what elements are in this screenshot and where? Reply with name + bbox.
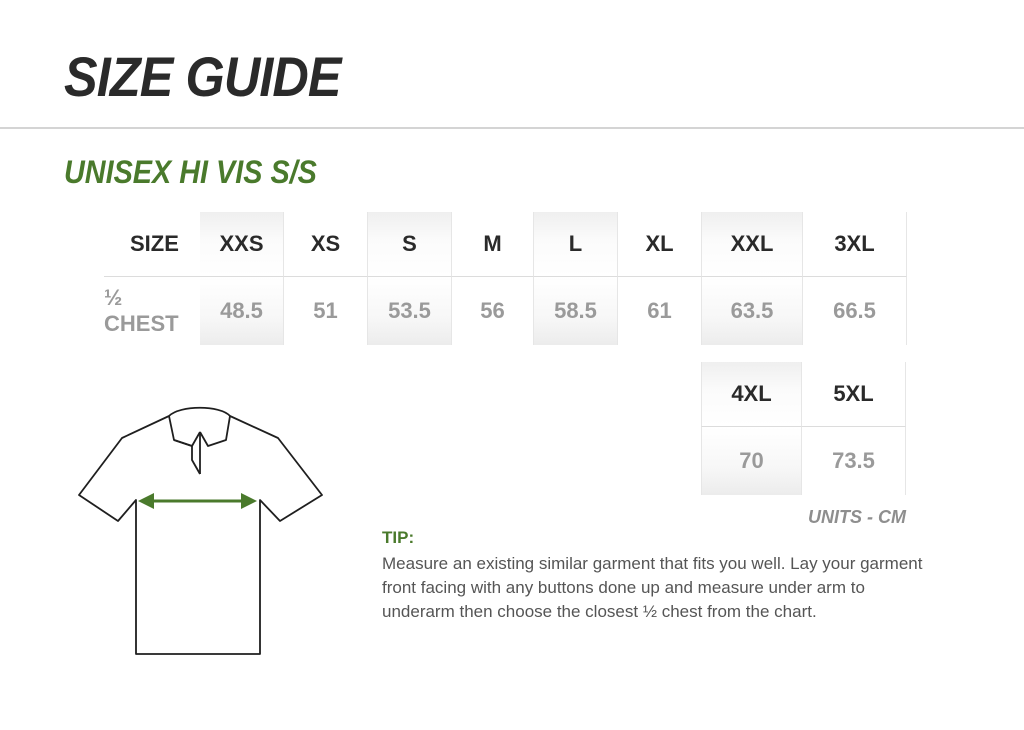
chest-value: 73.5 bbox=[802, 427, 906, 495]
product-title: UNISEX HI VIS S/S bbox=[64, 154, 317, 190]
row-label-chest: ½ CHEST bbox=[104, 285, 179, 336]
chest-value: 56 bbox=[452, 277, 534, 345]
size-table bbox=[104, 212, 907, 345]
chest-value: 58.5 bbox=[534, 277, 618, 345]
chest-value: 66.5 bbox=[803, 277, 907, 345]
chest-value: 61 bbox=[618, 277, 702, 345]
chest-value: 63.5 bbox=[702, 277, 803, 345]
size-header: M bbox=[452, 212, 534, 277]
chest-value: 48.5 bbox=[200, 277, 284, 345]
size-table-extra bbox=[701, 362, 906, 495]
page-title: SIZE GUIDE bbox=[64, 45, 341, 108]
chest-value: 70 bbox=[701, 427, 802, 495]
row-label-size: SIZE bbox=[104, 212, 200, 277]
units-label: UNITS - CM bbox=[808, 507, 906, 527]
size-header: L bbox=[534, 212, 618, 277]
size-header: XXS bbox=[200, 212, 284, 277]
polo-shirt-icon bbox=[70, 400, 332, 662]
chest-value: 53.5 bbox=[368, 277, 452, 345]
size-header: 4XL bbox=[701, 362, 802, 427]
header-divider bbox=[0, 127, 1024, 129]
size-header: 5XL bbox=[802, 362, 906, 427]
chest-measure-arrow bbox=[138, 493, 257, 509]
size-header: XXL bbox=[702, 212, 803, 277]
size-header: S bbox=[368, 212, 452, 277]
tip-label: TIP: bbox=[382, 528, 415, 547]
size-header: XS bbox=[284, 212, 368, 277]
size-header: XL bbox=[618, 212, 702, 277]
tip-text: Measure an existing similar garment that fits you well. Lay your garment front facing with any buttons done up and measure under arm to underarm then choose the closest ½ chest from the chart. bbox=[382, 554, 923, 621]
size-header: 3XL bbox=[803, 212, 907, 277]
chest-value: 51 bbox=[284, 277, 368, 345]
